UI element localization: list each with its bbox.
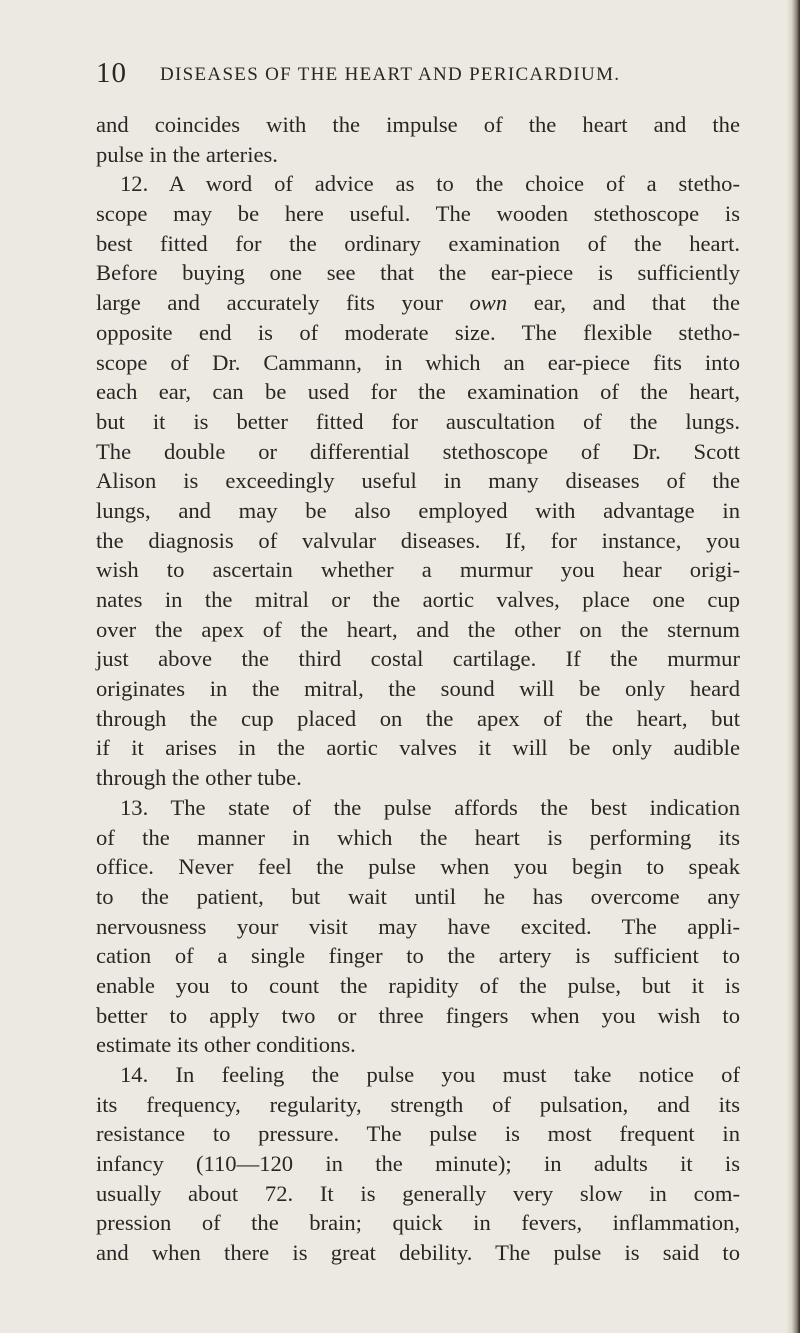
text-line: the diagnosis of valvular diseases. If, for instance, you	[96, 527, 740, 553]
text-line: resistance to pressure. The pulse is most frequent in	[96, 1121, 740, 1147]
text-line: better to apply two or three fingers when you wish to	[96, 1002, 740, 1028]
text-line: enable you to count the rapidity of the pulse, but it is	[96, 972, 740, 998]
text-line: to the patient, but wait until he has overcome any	[96, 883, 740, 909]
emphasis: own	[469, 290, 508, 316]
body-text	[96, 110, 740, 1268]
text-line: opposite end is of moderate size. The flexible stetho-	[96, 319, 740, 345]
text-line: just above the third costal cartilage. If the murmur	[96, 646, 740, 672]
text-line: nates in the mitral or the aortic valves, place one cup	[96, 587, 740, 612]
text-line: usually about 72. It is generally very slow in com-	[96, 1180, 740, 1206]
text-line: nervousness your visit may have excited. The appli-	[96, 913, 740, 939]
text-line: wish to ascertain whether a murmur you hear origi-	[96, 557, 740, 583]
text-line: Before buying one see that the ear-piece is sufficiently	[96, 260, 740, 286]
text-line: through the cup placed on the apex of the heart, but	[96, 705, 740, 731]
text-line: its frequency, regularity, strength of pulsation, and its	[96, 1091, 740, 1117]
page-number: 10	[96, 57, 127, 89]
text-line: through the other tube.	[96, 765, 302, 791]
text-line: but it is better fitted for auscultation of the lungs.	[96, 408, 740, 434]
paragraph-start-line: 12. A word of advice as to the choice of a stetho-	[120, 171, 740, 197]
text-line: The double or differential stethoscope of Dr. Scott	[96, 438, 740, 464]
text-line: Alison is exceedingly useful in many diseases of the	[96, 468, 740, 494]
text-line: of the manner in which the heart is performing its	[96, 824, 740, 850]
text-line: each ear, can be used for the examination of the heart,	[96, 379, 740, 405]
text-line: and when there is great debility. The pulse is said to	[96, 1240, 740, 1266]
text-line: and coincides with the impulse of the heart and the	[96, 112, 740, 137]
running-header: DISEASES OF THE HEART AND PERICARDIUM.	[160, 64, 621, 85]
text-line: scope may be here useful. The wooden stethoscope is	[96, 201, 740, 227]
page-edge-shadow	[786, 0, 800, 1333]
text-line: pulse in the arteries.	[96, 141, 278, 167]
paragraph-start-line: 13. The state of the pulse affords the best indication	[120, 794, 740, 820]
text-line: large and accurately fits your own ear, and that the	[96, 290, 740, 316]
text-line: best fitted for the ordinary examination of the heart.	[96, 230, 740, 256]
text-line: scope of Dr. Cammann, in which an ear-piece fits into	[96, 349, 740, 375]
text-line: cation of a single finger to the artery is sufficient to	[96, 943, 740, 969]
text-line: estimate its other conditions.	[96, 1032, 356, 1058]
text-line: lungs, and may be also employed with advantage in	[96, 497, 740, 523]
text-line: office. Never feel the pulse when you begin to speak	[96, 854, 740, 880]
text-line: infancy (110—120 in the minute); in adults it is	[96, 1151, 740, 1177]
text-line: pression of the brain; quick in fevers, inflammation,	[96, 1210, 740, 1236]
text-line: over the apex of the heart, and the other on the sternum	[96, 616, 740, 642]
paragraph-start-line: 14. In feeling the pulse you must take notice of	[120, 1062, 740, 1087]
text-line: originates in the mitral, the sound will be only heard	[96, 676, 740, 702]
text-line: if it arises in the aortic valves it will be only audible	[96, 735, 740, 761]
